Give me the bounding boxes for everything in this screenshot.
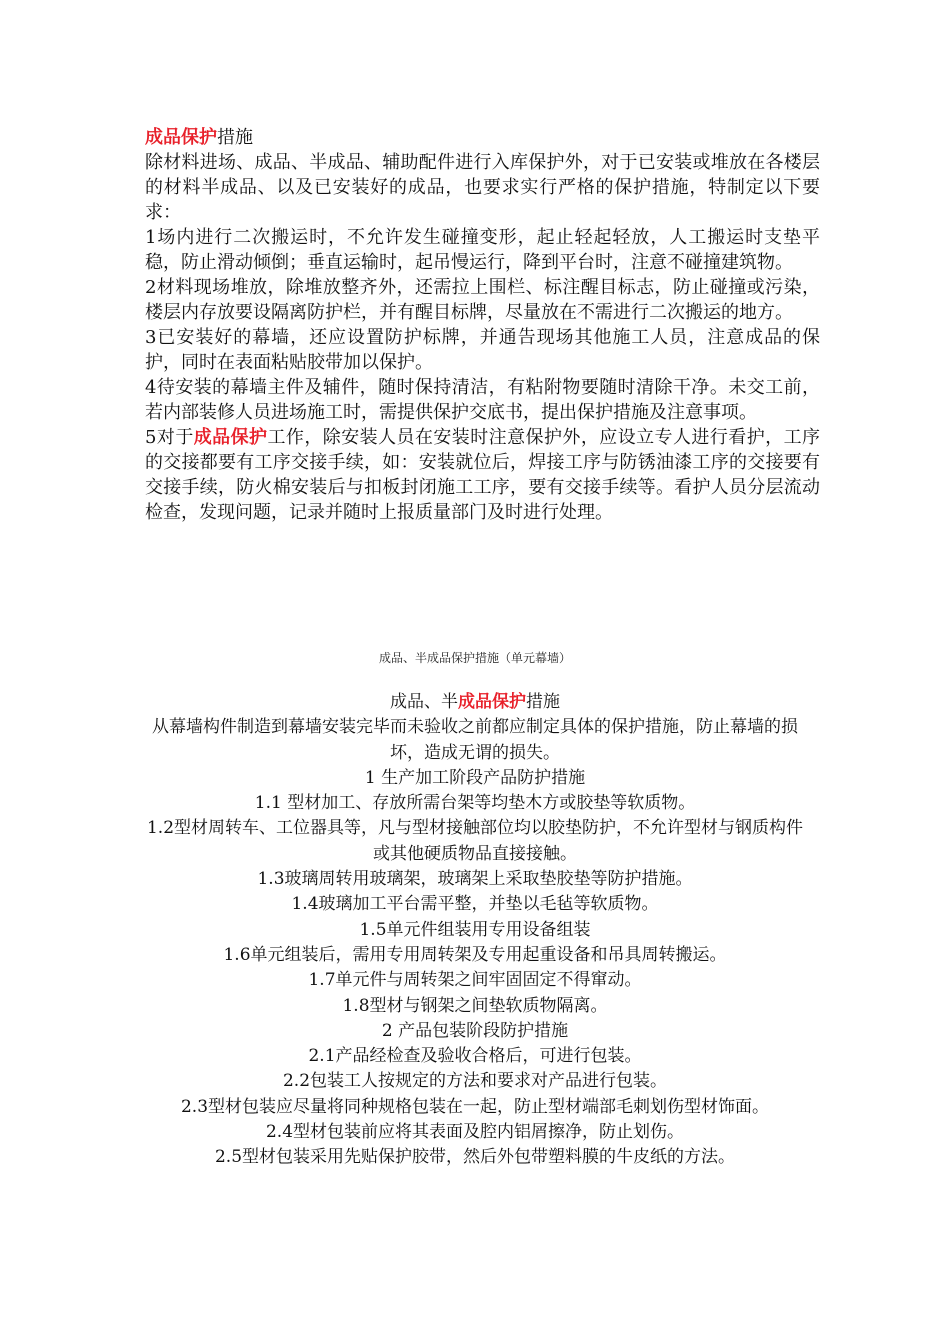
section2-line: 1.1 型材加工、存放所需台架等均垫木方或胶垫等软质物。 [254,793,696,814]
section1-item-4: 4待安装的幕墙主件及辅件，随时保持清洁，有粘附物要随时清除干净。未交工前，若内部装修人员进场施工时，需提供保护交底书，提出保护措施及注意事项。 [145,377,820,423]
section2-line: 1.3玻璃周转用玻璃架，玻璃架上采取垫胶垫等防护措施。 [257,869,693,890]
section2-line: 1.8型材与钢架之间垫软质物隔离。 [342,995,608,1016]
section1-item-5-prefix: 5对于 [145,427,194,448]
section2-line: 1.7单元件与周转架之间牢固固定不得窜动。 [308,970,642,991]
section1-item-2: 2材料现场堆放，除堆放整齐外，还需拉上围栏、标注醒目标志，防止碰撞或污染，楼层内存放要设隔离防护栏，并有醒目标牌，尽量放在不需进行二次搬运的地方。 [145,277,820,323]
section-protection-measures [145,125,820,525]
section1-item-1: 1场内进行二次搬运时，不允许发生碰撞变形，起止轻起轻放，人工搬运时支垫平稳，防止滑动倾倒；垂直运输时，起吊慢运行，降到平台时，注意不碰撞建筑物。 [145,227,820,273]
section2-line: 2.3型材包装应尽量将同种规格包装在一起，防止型材端部毛刺划伤型材饰面。 [180,1096,770,1117]
section1-title-rest: 措施 [217,127,253,148]
section2-title-highlight: 成品保护 [458,692,526,712]
section2-title [145,690,805,715]
section2-line: 1.5单元件组装用专用设备组装 [359,919,591,940]
section1-intro: 除材料进场、成品、半成品、辅助配件进行入库保护外，对于已安装或堆放在各楼层的材料半成品、以及已安装好的成品，也要求实行严格的保护措施，特制定以下要求： [145,152,820,223]
section1-item-5-highlight: 成品保护 [193,427,268,448]
section2-line: 2 产品包装阶段防护措施 [381,1020,569,1041]
section1-title-highlight: 成品保护 [145,127,217,148]
section2-line: 1.2型材周转车、工位器具等，凡与型材接触部位均以胶垫防护，不允许型材与钢质构件或其他硬质物品直接接触。 [146,818,804,864]
section2-intro: 从幕墙构件制造到幕墙安装完毕而未验收之前都应制定具体的保护措施，防止幕墙的损坏，造成无谓的损失。 [152,717,798,763]
section1-item-5 [145,425,820,525]
section2-line: 2.1产品经检查及验收合格后，可进行包装。 [308,1046,642,1067]
section2-line: 2.2包装工人按规定的方法和要求对产品进行包装。 [282,1071,668,1092]
section-unit-curtain-wall [145,690,805,1171]
section1-title [145,125,820,150]
section2-line: 1.6单元组装后，需用专用周转架及专用起重设备和吊具周转搬运。 [223,944,727,965]
section2-title-rest: 措施 [526,692,560,712]
section2-title-prefix: 成品、半 [390,692,458,712]
section1-item-5-rest: 工作，除安装人员在安装时注意保护外，应设立专人进行看护，工序的交接都要有工序交接手续，如：安装就位后，焊接工序与防锈油漆工序的交接要有交接手续，防火棉安装后与扣板封闭施工工序，要有交接手续等。看护人员分层流动检查，发现问题，记录并随时上报质量部门及时进行处理。 [145,427,821,523]
section2-line: 1.4玻璃加工平台需平整，并垫以毛毡等软质物。 [291,894,659,915]
section1-item-3: 3已安装好的幕墙，还应设置防护标牌，并通告现场其他施工人员，注意成品的保护，同时在表面粘贴胶带加以保护。 [145,327,820,373]
section2-line: 2.5型材包装采用先贴保护胶带，然后外包带塑料膜的牛皮纸的方法。 [214,1147,736,1168]
section2-line: 1 生产加工阶段产品防护措施 [364,767,586,788]
page-caption: 成品、半成品保护措施（单元幕墙） [378,651,571,665]
section2-line: 2.4型材包装前应将其表面及腔内铝屑擦净，防止划伤。 [265,1122,685,1143]
